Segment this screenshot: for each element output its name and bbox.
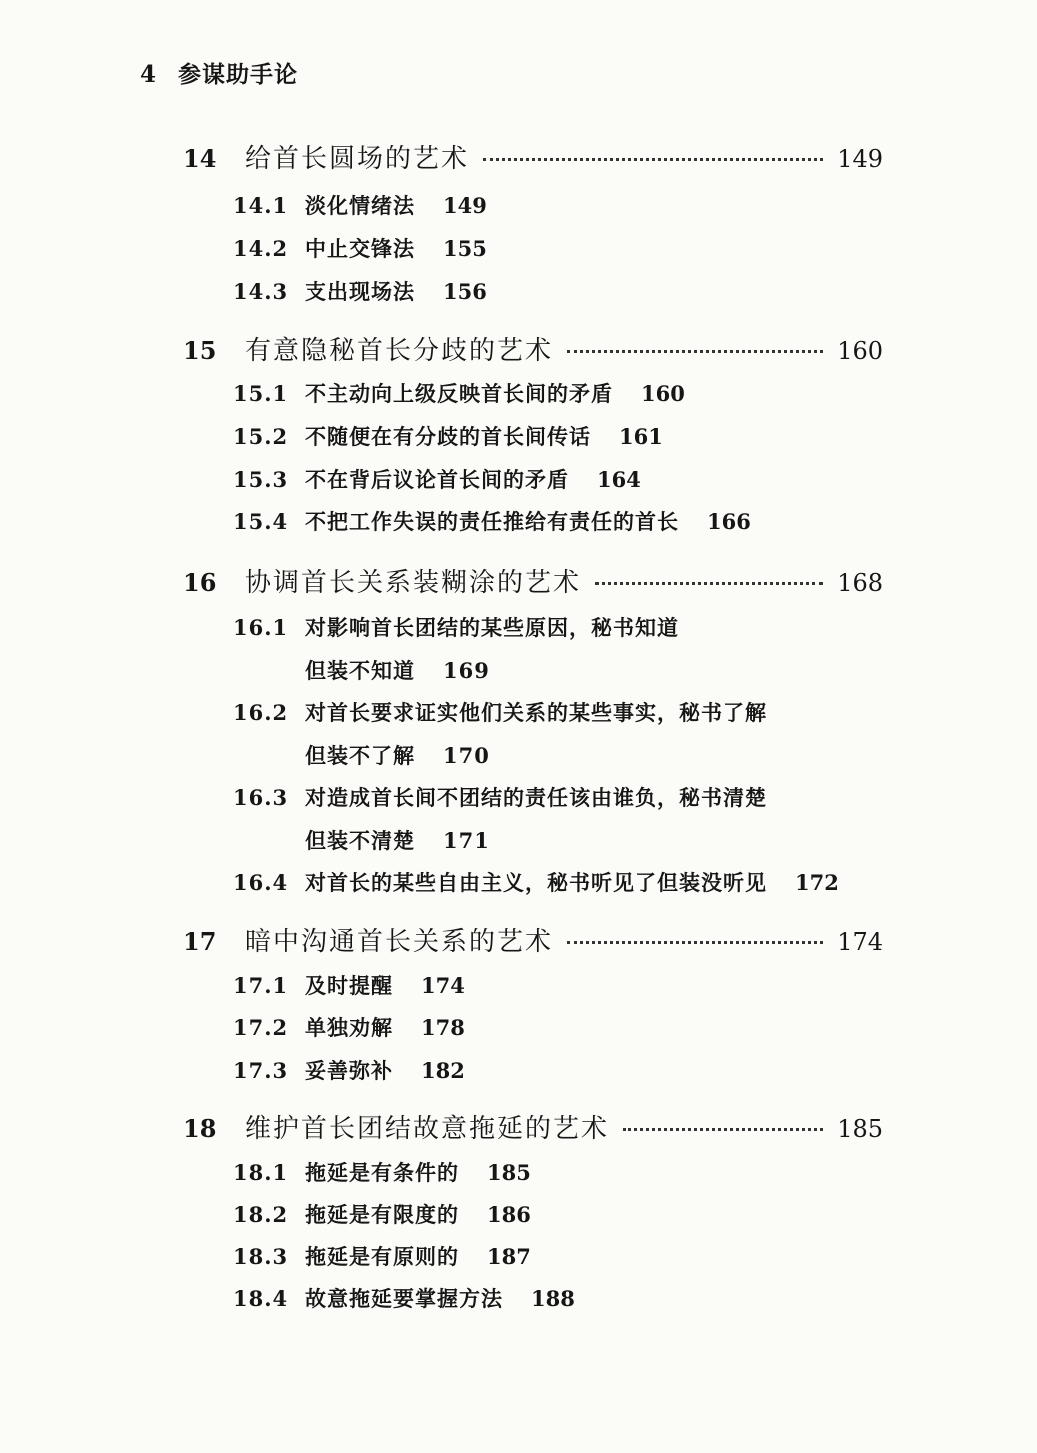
dot-leader — [567, 941, 823, 944]
section-page: 166 — [707, 509, 751, 534]
toc-section-18-4[interactable] — [233, 1283, 575, 1313]
section-number: 17.3 — [233, 1058, 289, 1083]
section-title: 及时提醒 — [305, 973, 393, 998]
section-title: 支出现场法 — [305, 279, 415, 304]
section-page: 182 — [421, 1058, 465, 1083]
section-page: 171 — [443, 828, 490, 853]
chapter-number: 15 — [183, 336, 217, 365]
section-number: 18.4 — [233, 1286, 289, 1311]
chapter-page: 185 — [837, 1115, 883, 1143]
chapter-title: 维护首长团结故意拖延的艺术 — [245, 1114, 610, 1144]
section-page: 149 — [443, 193, 487, 218]
section-title: 故意拖延要掌握方法 — [305, 1286, 503, 1311]
section-page: 172 — [795, 870, 839, 895]
section-title: 不主动向上级反映首长间的矛盾 — [305, 381, 613, 406]
section-page: 161 — [619, 424, 663, 449]
section-title-continued: 但装不了解 — [305, 743, 415, 768]
book-title: 参谋助手论 — [178, 61, 298, 88]
toc-section-14-2[interactable] — [233, 233, 487, 263]
page-number: 4 — [140, 61, 158, 88]
section-title: 淡化情绪法 — [305, 193, 415, 218]
section-number: 15.1 — [233, 381, 289, 406]
section-number: 15.2 — [233, 424, 289, 449]
section-number: 17.1 — [233, 973, 289, 998]
toc-section-17-3[interactable] — [233, 1055, 465, 1085]
section-title: 拖延是有原则的 — [305, 1244, 459, 1269]
section-page: 174 — [421, 973, 465, 998]
toc-chapter-17[interactable] — [183, 921, 883, 957]
section-title: 妥善弥补 — [305, 1058, 393, 1083]
chapter-title: 协调首长关系装糊涂的艺术 — [245, 568, 582, 598]
section-title: 中止交锋法 — [305, 236, 415, 261]
section-title: 拖延是有限度的 — [305, 1202, 459, 1227]
chapter-number: 14 — [183, 144, 217, 173]
section-number: 18.3 — [233, 1244, 289, 1269]
toc-section-16-1[interactable] — [233, 612, 679, 642]
toc-section-16-4[interactable] — [233, 867, 839, 897]
section-number: 17.2 — [233, 1015, 289, 1040]
toc-section-17-1[interactable] — [233, 970, 465, 1000]
section-title: 对影响首长团结的某些原因，秘书知道 — [305, 615, 679, 640]
dot-leader — [595, 582, 823, 585]
section-number: 16.4 — [233, 870, 289, 895]
section-number: 14.3 — [233, 279, 289, 304]
toc-section-16-3-continued[interactable] — [305, 825, 490, 855]
toc-section-16-2-continued[interactable] — [305, 740, 490, 770]
section-page: 169 — [443, 658, 490, 683]
section-page: 178 — [421, 1015, 465, 1040]
toc-section-18-3[interactable] — [233, 1241, 531, 1271]
chapter-title: 暗中沟通首长关系的艺术 — [245, 927, 554, 957]
section-title-continued: 但装不知道 — [305, 658, 415, 683]
running-head — [140, 56, 298, 89]
chapter-number: 17 — [183, 927, 217, 956]
section-page: 164 — [597, 467, 641, 492]
dot-leader — [567, 350, 823, 353]
section-title: 不把工作失误的责任推给有责任的首长 — [305, 509, 679, 534]
section-number: 18.2 — [233, 1202, 289, 1227]
chapter-title: 有意隐秘首长分歧的艺术 — [245, 336, 554, 366]
toc-section-17-2[interactable] — [233, 1012, 465, 1042]
section-page: 170 — [443, 743, 490, 768]
chapter-page: 160 — [837, 337, 883, 365]
section-page: 160 — [641, 381, 685, 406]
toc-section-15-1[interactable] — [233, 378, 685, 408]
section-title: 对首长要求证实他们关系的某些事实，秘书了解 — [305, 700, 767, 725]
section-number: 14.2 — [233, 236, 289, 261]
chapter-page: 174 — [837, 928, 883, 956]
section-page: 155 — [443, 236, 487, 261]
toc-section-16-1-continued[interactable] — [305, 655, 490, 685]
section-page: 156 — [443, 279, 487, 304]
chapter-number: 16 — [183, 568, 217, 597]
section-page: 188 — [531, 1286, 575, 1311]
chapter-number: 18 — [183, 1114, 217, 1143]
toc-chapter-15[interactable] — [183, 330, 883, 366]
section-page: 186 — [487, 1202, 531, 1227]
toc-chapter-18[interactable] — [183, 1108, 883, 1144]
chapter-title: 给首长圆场的艺术 — [245, 144, 470, 174]
toc-section-14-1[interactable] — [233, 190, 487, 220]
toc-chapter-16[interactable] — [183, 562, 883, 598]
toc-section-15-2[interactable] — [233, 421, 663, 451]
section-page: 187 — [487, 1244, 531, 1269]
section-title: 不在背后议论首长间的矛盾 — [305, 467, 569, 492]
section-title: 拖延是有条件的 — [305, 1160, 459, 1185]
toc-section-15-3[interactable] — [233, 464, 641, 494]
dot-leader — [623, 1128, 823, 1131]
chapter-page: 168 — [837, 569, 883, 597]
section-number: 16.2 — [233, 700, 289, 725]
chapter-page: 149 — [837, 145, 883, 173]
toc-section-14-3[interactable] — [233, 276, 487, 306]
section-number: 18.1 — [233, 1160, 289, 1185]
section-title-continued: 但装不清楚 — [305, 828, 415, 853]
section-title: 对造成首长间不团结的责任该由谁负，秘书清楚 — [305, 785, 767, 810]
toc-section-15-4[interactable] — [233, 506, 751, 536]
section-number: 14.1 — [233, 193, 289, 218]
toc-section-18-2[interactable] — [233, 1199, 531, 1229]
dot-leader — [483, 158, 823, 161]
toc-chapter-14[interactable] — [183, 138, 883, 174]
toc-section-18-1[interactable] — [233, 1157, 531, 1187]
section-title: 单独劝解 — [305, 1015, 393, 1040]
section-title: 对首长的某些自由主义，秘书听见了但装没听见 — [305, 870, 767, 895]
section-title: 不随便在有分歧的首长间传话 — [305, 424, 591, 449]
section-number: 15.4 — [233, 509, 289, 534]
section-page: 185 — [487, 1160, 531, 1185]
section-number: 15.3 — [233, 467, 289, 492]
toc-section-16-2[interactable] — [233, 697, 767, 727]
toc-section-16-3[interactable] — [233, 782, 767, 812]
section-number: 16.3 — [233, 785, 289, 810]
section-number: 16.1 — [233, 615, 289, 640]
